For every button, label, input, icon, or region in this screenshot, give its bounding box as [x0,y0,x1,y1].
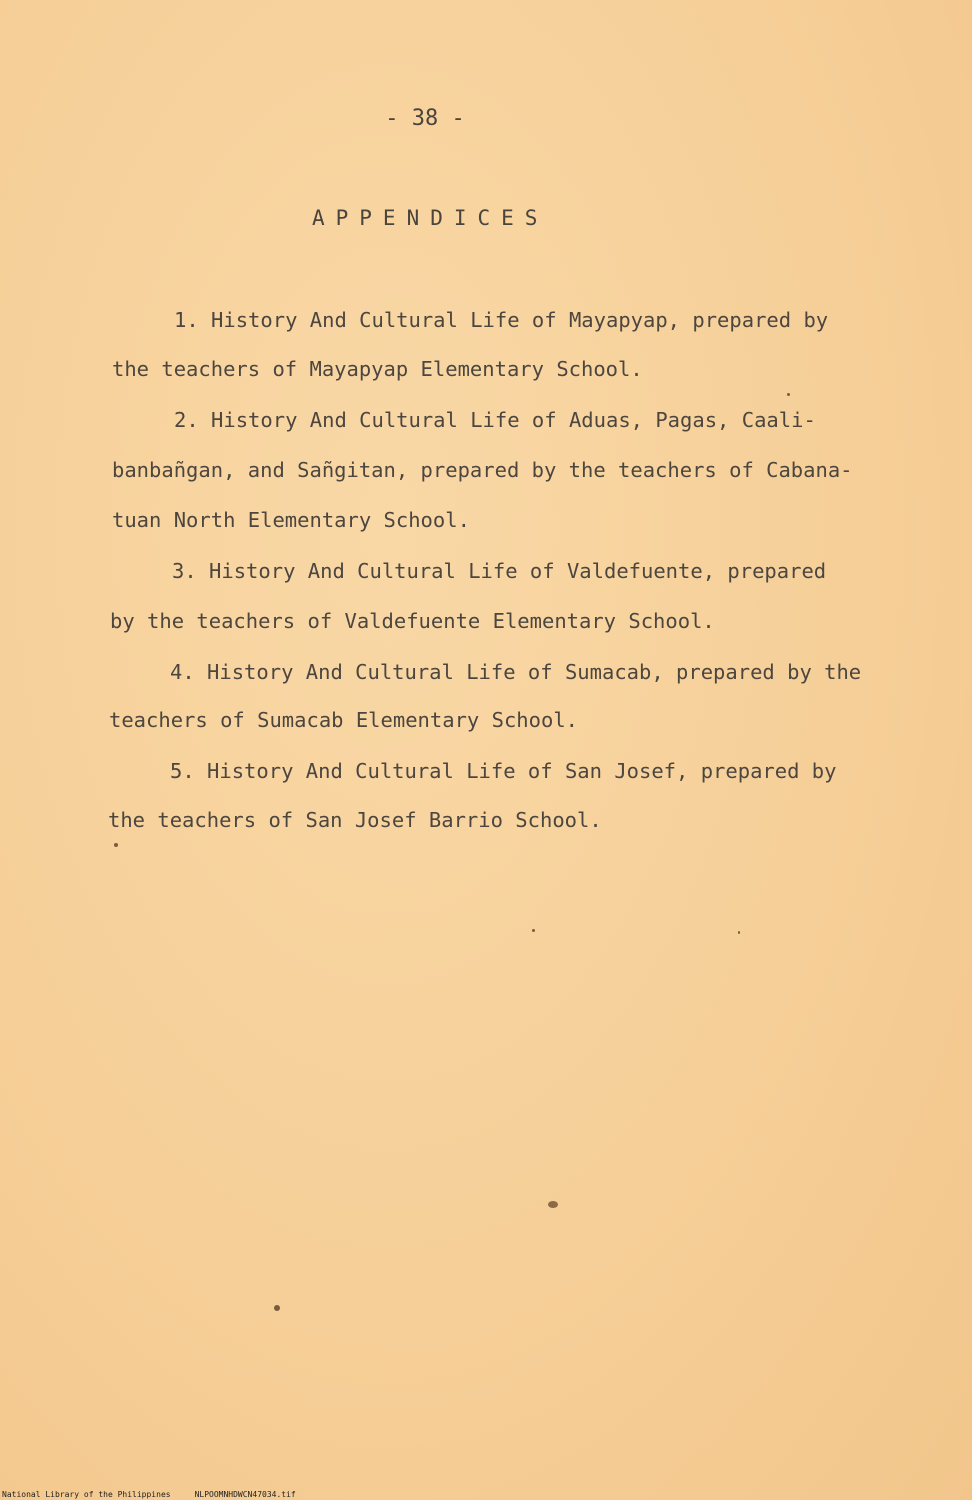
entry-5-line-2: the teachers of San Josef Barrio School. [108,808,602,832]
entry-3-line-1: 3. History And Cultural Life of Valdefuente, prepared [172,559,827,583]
entry-2-line-3: tuan North Elementary School. [112,508,470,532]
entry-4-line-1: 4. History And Cultural Life of Sumacab, prepared by the [170,660,862,684]
paper-speck [548,1201,558,1208]
entry-1-line-2: the teachers of Mayapyap Elementary School. [112,357,643,381]
paper-speck [532,929,535,932]
paper-speck [114,843,118,847]
paper-speck [738,931,740,934]
scan-footer [2,1490,296,1499]
footer-file-id: NLPOOMNHDWCN47034.tif [194,1490,296,1499]
paper-speck [787,393,790,396]
section-heading: APPENDICES [312,206,549,230]
paper-speck [274,1305,280,1311]
entry-5-line-1: 5. History And Cultural Life of San Josef, prepared by [170,759,837,783]
entry-2-line-1: 2. History And Cultural Life of Aduas, Pagas, Caali- [174,408,816,432]
footer-library-name: National Library of the Philippines [2,1490,171,1499]
entry-3-line-2: by the teachers of Valdefuente Elementary School. [110,609,715,633]
page-number: - 38 - [385,106,465,131]
entry-2-line-2: banbañgan, and Sañgitan, prepared by the teachers of Cabana- [112,458,853,482]
entry-4-line-2: teachers of Sumacab Elementary School. [109,708,578,732]
entry-1-line-1: 1. History And Cultural Life of Mayapyap, prepared by [174,308,829,332]
